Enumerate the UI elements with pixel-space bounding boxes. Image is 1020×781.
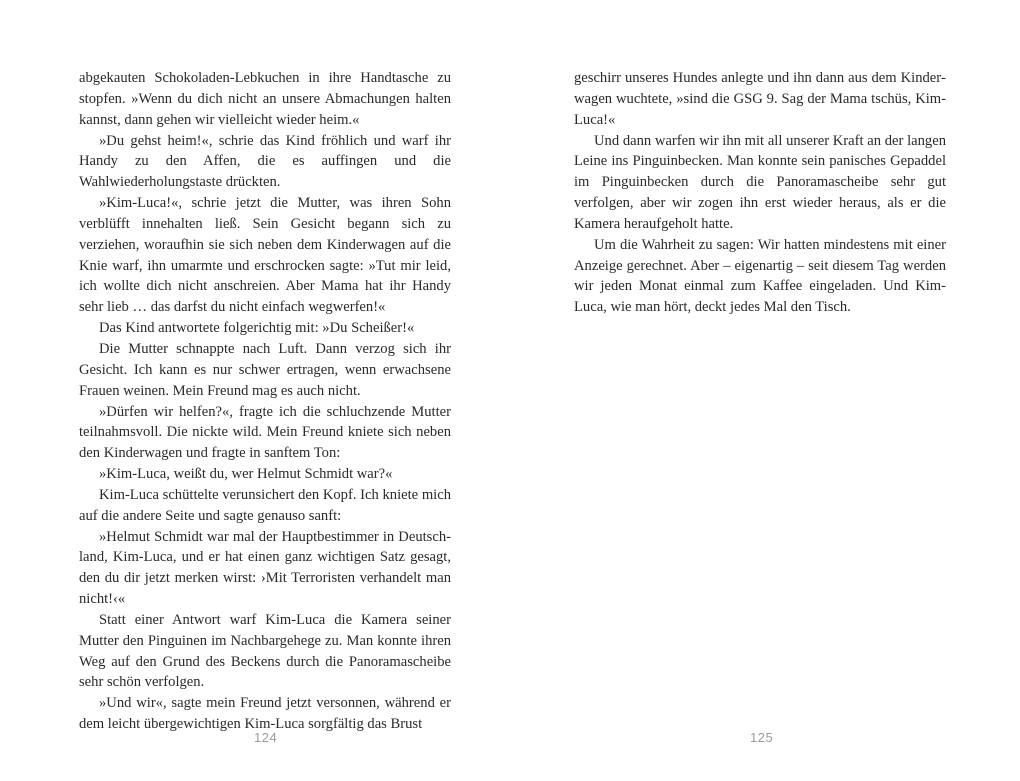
paragraph: abgekauten Schokoladen-Lebkuchen in ihre Handtasche zu stopfen. »Wenn du dich nicht an unsere Abmachungen halten kannst, dann gehen wir vielleicht wieder heim.«: [79, 70, 451, 128]
left-page-text: [79, 68, 451, 735]
paragraph: »Du gehst heim!«, schrie das Kind fröhlich und warf ihr Handy zu den Affen, die es auffingen und die Wahlwiederholungstaste drückten.: [79, 132, 451, 191]
paragraph: Statt einer Antwort warf Kim-Luca die Kamera seiner Mutter den Pinguinen im Nachbargehege zu. Man konnte ihren Weg auf den Grund des Beckens durch die Panoramascheibe sehr schön verfolgen.: [79, 611, 451, 691]
page-number: 124: [254, 730, 278, 745]
paragraph: Die Mutter schnappte nach Luft. Dann verzog sich ihr Gesicht. Ich kann es nur schwer ertragen, wenn erwachsene Frauen weinen. Mein Freund mag es auch nicht.: [79, 340, 451, 399]
right-page: [510, 0, 1020, 781]
paragraph: Und dann warfen wir ihn mit all unserer Kraft an der langen Leine ins Pinguinbecken. Man konnte sein panisches Gepaddel im Pinguinbecken durch die Panoramascheibe sehr gut verfolgen, aber wir zogen ihn erst wieder heraus, als er die Kamera heraufgeholt hatte.: [574, 132, 946, 232]
paragraph: »Dürfen wir helfen?«, fragte ich die schluchzende Mutter teilnahmsvoll. Die nickte wild. Mein Freund kniete sich neben den Kinderwagen und fragte in sanftem Ton:: [79, 403, 451, 462]
page-number: 125: [750, 730, 774, 745]
paragraph: geschirr unseres Hundes anlegte und ihn dann aus dem Kinderwagen wuchtete, »sind die GSG 9. Sag der Mama tschüs, Kim-Luca!«: [574, 70, 946, 128]
paragraph: »Helmut Schmidt war mal der Hauptbestimmer in Deutschland, Kim-Luca, und er hat einen ganz wichtigen Satz gesagt, den du dir jetzt merken wirst: ›Mit Terroristen verhandelt man nicht!‹«: [79, 528, 451, 608]
right-page-text: [574, 68, 946, 318]
paragraph: Um die Wahrheit zu sagen: Wir hatten mindestens mit einer Anzeige gerechnet. Aber – eigenartig – seit diesem Tag werden wir jeden Monat einmal zum Kaffee eingeladen. Und Kim-Luca, wie man hört, deckt jedes Mal den Tisch.: [574, 236, 946, 316]
paragraph: »Kim-Luca!«, schrie jetzt die Mutter, was ihren Sohn verblüfft innehalten ließ. Sein Gesicht begann sich zu verziehen, woraufhin sie sich neben dem Kinderwagen auf die Knie warf, ihn umarmte und erschrocken sagte: »Tut mir leid, ich wollte dich nicht anschreien. Aber Mama hat ihr Handy sehr lieb … das darfst du nicht einfach wegwerfen!«: [79, 195, 451, 316]
paragraph: Kim-Luca schüttelte verunsichert den Kopf. Ich kniete mich auf die andere Seite und sagte genauso sanft:: [79, 486, 451, 524]
paragraph: »Kim-Luca, weißt du, wer Helmut Schmidt war?«: [99, 466, 393, 483]
paragraph: »Und wir«, sagte mein Freund jetzt versonnen, während er dem leicht übergewichtigen Kim-Luca sorgfältig das Brust: [79, 695, 451, 733]
paragraph: Das Kind antwortete folgerichtig mit: »Du Scheißer!«: [99, 320, 415, 337]
